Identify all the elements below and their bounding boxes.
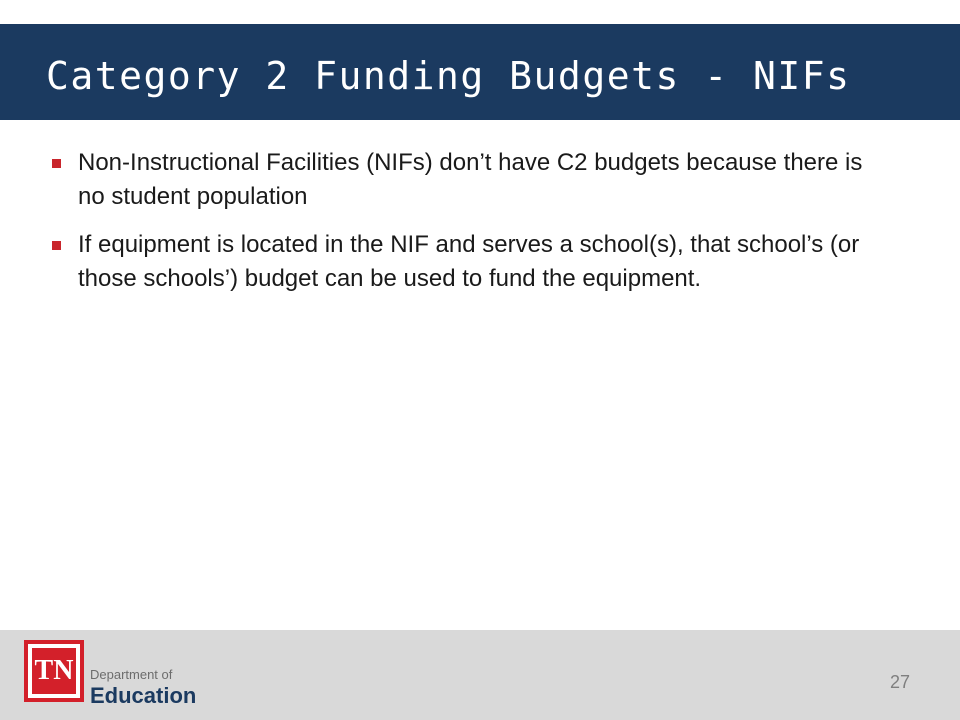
slide-title: Category 2 Funding Budgets - NIFs: [46, 54, 851, 98]
square-bullet-icon: [52, 159, 61, 168]
tn-badge: [24, 640, 84, 702]
logo-name-line: Education: [90, 683, 197, 708]
page-number: 27: [889, 672, 910, 692]
tn-department-of-education-logo: [24, 640, 204, 712]
tn-badge-text: TN: [32, 648, 76, 694]
bullet-list: [48, 146, 888, 310]
bullet-text: Non-Instructional Facilities (NIFs) don’t have C2 budgets because there is no student population: [78, 149, 863, 210]
logo-department-line: Department of: [90, 667, 173, 682]
bullet-text: If equipment is located in the NIF and serves a school(s), that school’s (or those schools’) budget can be used to fund the equipment.: [78, 231, 860, 292]
bullet-item: [48, 228, 888, 296]
square-bullet-icon: [52, 241, 61, 250]
bullet-item: [48, 146, 888, 214]
